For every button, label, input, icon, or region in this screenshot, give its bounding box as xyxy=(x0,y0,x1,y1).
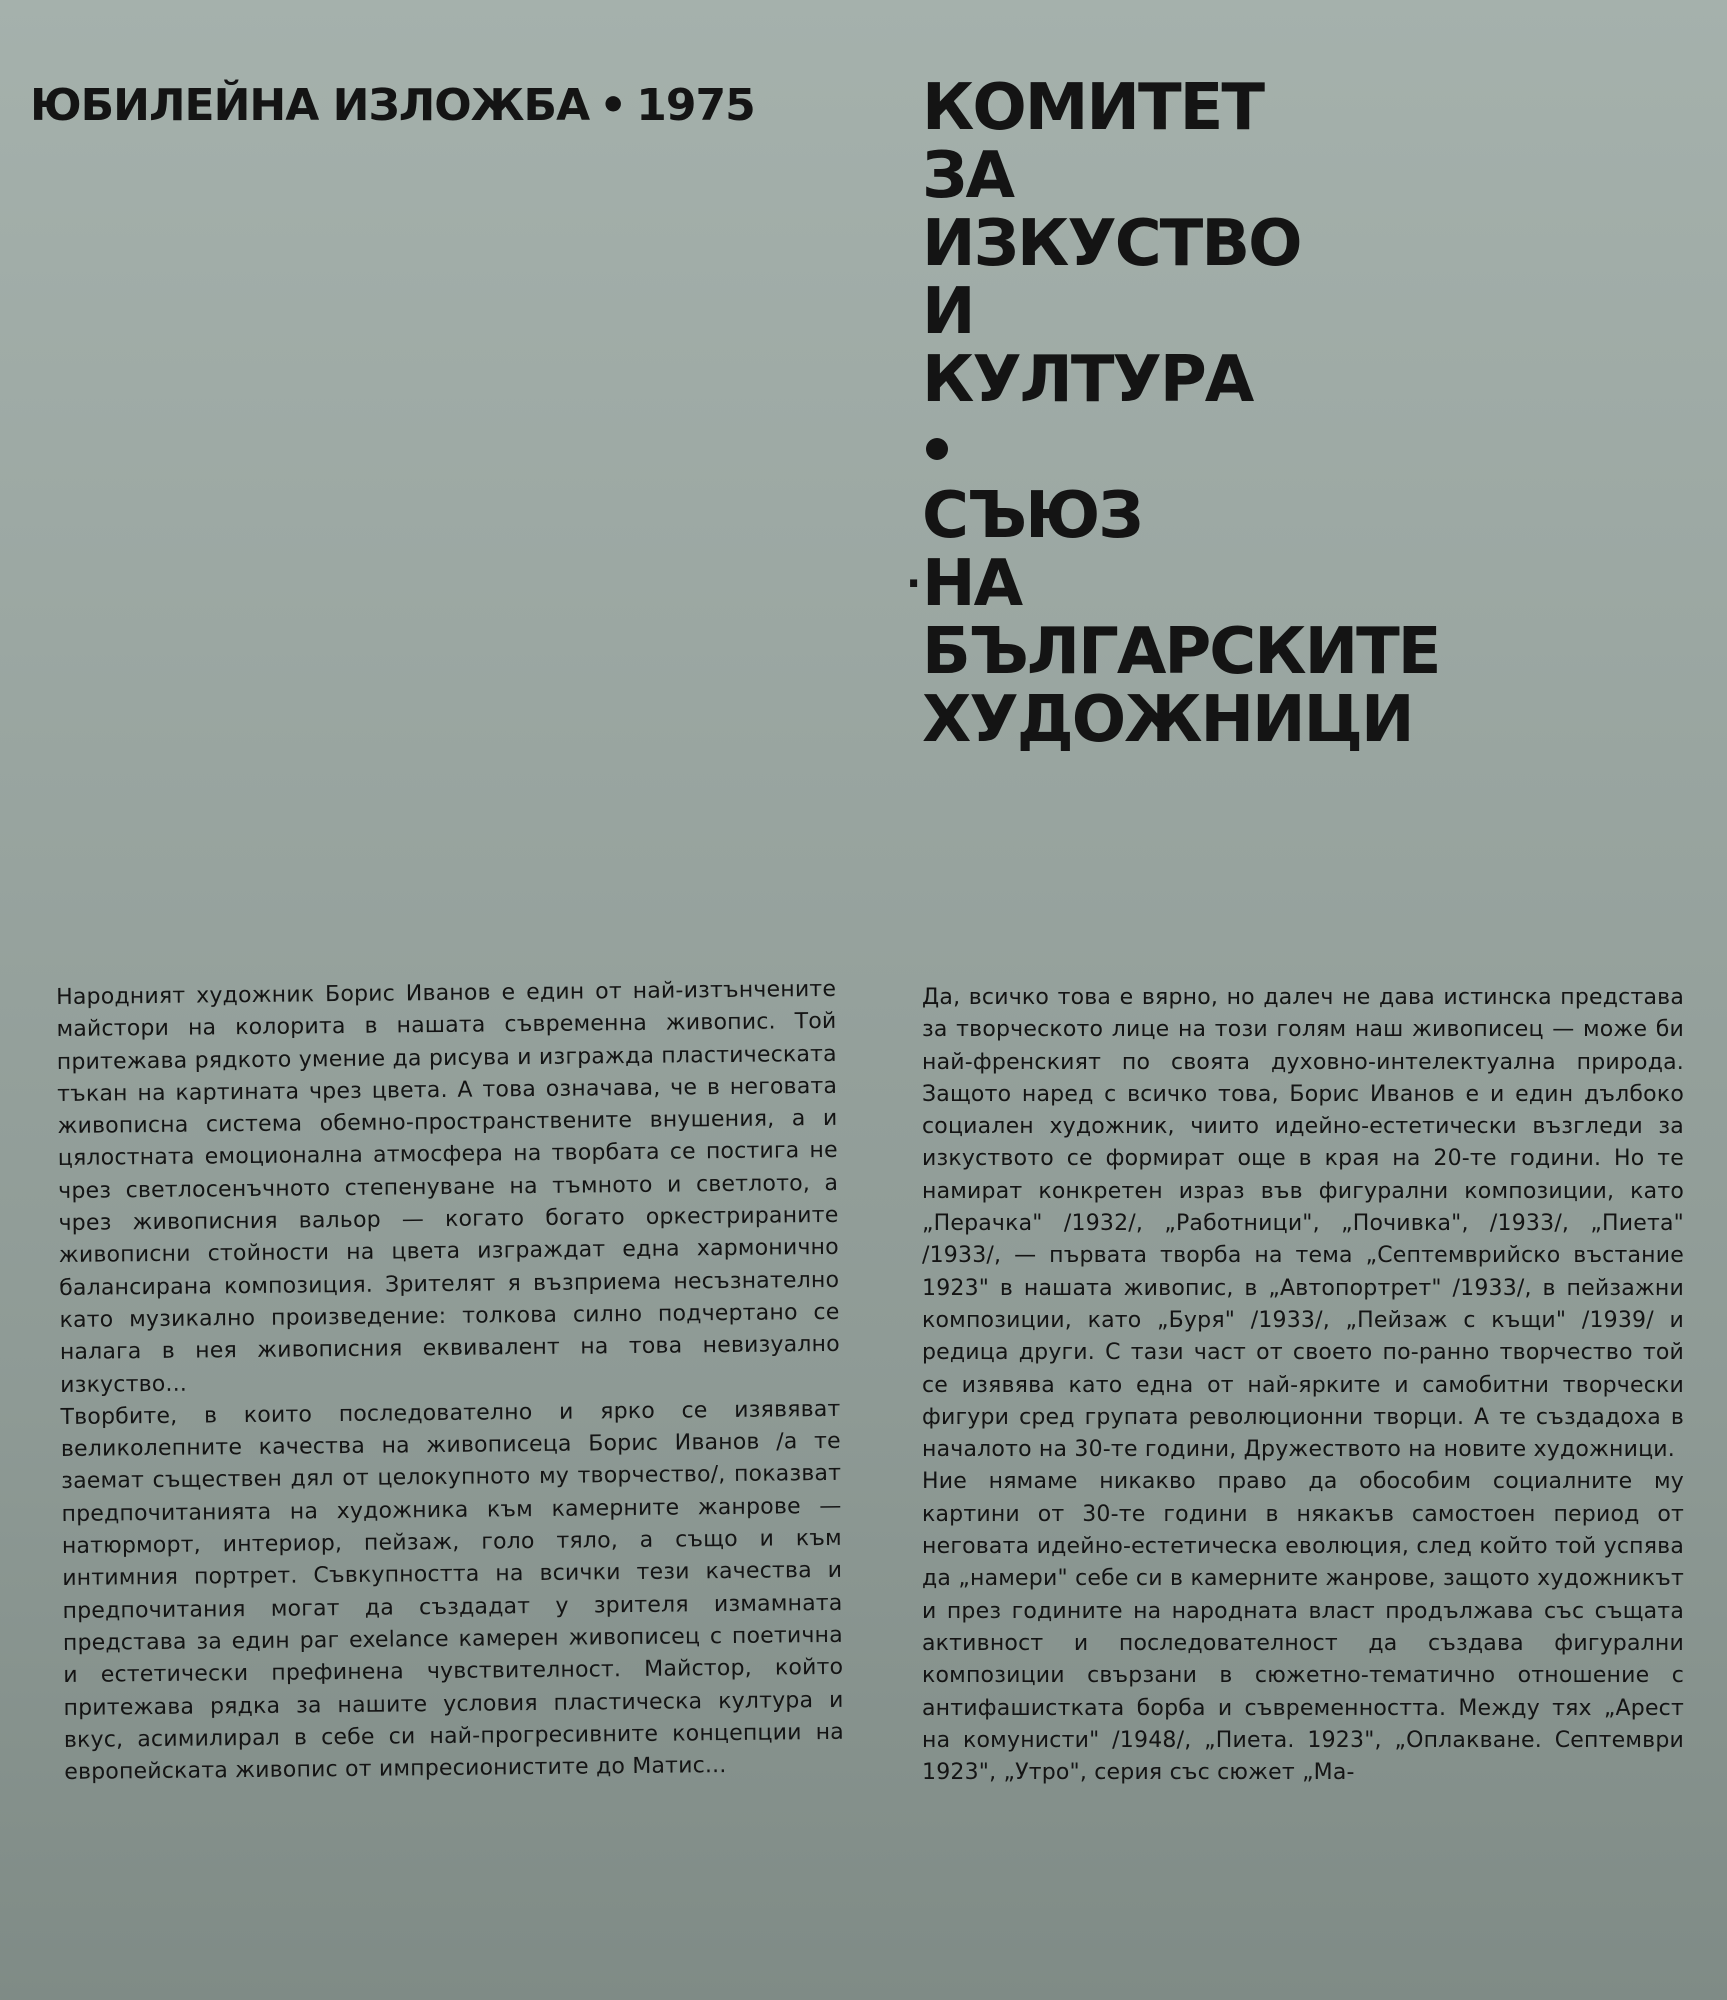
union-line-2-text: НА xyxy=(922,547,1022,621)
union-line-2 xyxy=(906,547,1440,621)
committee-line-5: КУЛТУРА xyxy=(922,343,1253,417)
committee-line-3: ИЗКУСТВО xyxy=(922,207,1301,281)
union-line-3: БЪЛГАРСКИТЕ xyxy=(922,615,1440,689)
exhibition-title-text: ЮБИЛЕЙНА ИЗЛОЖБА xyxy=(30,80,590,131)
left-paragraph-1: Народният художник Борис Иванов е един от най-изтънчените майстори на колорита в нашата съвременна живопис. Той притежава рядкото умение да рисува и изгражда пластическата тъкан на картината чрез цвета. А това означава, че в неговата живописна система обемно-пространствените внушения, а и цялостната емоционална атмосфера на творбата се постига не чрез светлосенъчното степенуване на тъмното и светлото, а чрез живописния вальор — когато богато оркестрираните живописни стойности на цвета изграждат една хармонично балансирана композиция. Зрителят я възприема несъзнателно като музикално произведение: толкова силно подчертано се налага в нея живописния еквивалент на това невизуално изкуство... xyxy=(56,976,840,1398)
left-paragraph-2: Творбите, в които последователно и ярко се изявяват великолепните качества на живописеца Борис Иванов /а те заемат съществен дял от целокупното му творчество/, показват предпочитанията на художника към камерните жанрове — натюрморт, интериор, пейзаж, голо тяло, а също и към интимния портрет. Съвкупността на всички тези качества и предпочитания могат да създадат у зрителя измамната представа за един раг exelance камерен живописец с поетична и естетически префинена чувствителност. Майстор, който притежава рядка за нашите условия пластическа култура и вкус, асимилирал в себе си най-прогресивните концепции на европейската живопис от импресионистите до Матис... xyxy=(60,1396,845,1786)
small-dot-icon: · xyxy=(906,561,920,607)
right-paragraph-2: Ние нямаме никакво право да обособим социалните му картини от 30-те години в някакъв самостоен период от неговата идейно-естетическа еволюция, след който той успява да „намери" себе си в камерните жанрове, защото художникът и през годините на народната власт продължава със същата активност и последователност да създава фигурални композиции свързани в сюжетно-тематично отношение с антифашисткaта борба и съвременността. Между тях „Арест на комунисти" /1948/, „Пиета. 1923", „Оплакване. Септември 1923", „Утро", серия със сюжет „Ма- xyxy=(922,1469,1684,1786)
bullet-separator-icon xyxy=(926,438,948,460)
exhibition-year: 1975 xyxy=(636,80,755,131)
title-separator: • xyxy=(599,80,627,131)
committee-line-1: КОМИТЕТ xyxy=(922,71,1263,145)
union-line-4: ХУДОЖНИЦИ xyxy=(922,683,1413,757)
article-right-column xyxy=(922,982,1684,1789)
union-line-1: СЪЮЗ xyxy=(922,479,1142,553)
right-paragraph-1: Да, всичко това е вярно, но далеч не дава истинска представа за творческото лице на този голям наш живописец — може би най-френският по своята духовно-интелектуална природа. Защото наред с всичко това, Борис Иванов е и един дълбоко социален художник, чиито идейно-естетически възгледи за изкуството се формират още в края на 20-те години. Но те намират конкретен израз във фигурални композиции, като „Перачка" /1932/, „Работници", „Почивка", /1933/, „Пиета" /1933/, — първата творба на тема „Септемврийско въстание 1923" в нашата живопис, в „Автопортрет" /1933/, в пейзажни композиции, като „Буря" /1933/, „Пейзаж с къщи" /1939/ и редица други. С тази част от своето по-ранно творчество той се изявява като една от най-ярките и самобитни творчески фигури сред групата революционни творци. А те създадоха в началото на 30-те години, Дружеството на новите художници. xyxy=(922,985,1684,1463)
exhibition-title xyxy=(30,80,755,131)
committee-line-4: И xyxy=(922,275,974,349)
organizers-block xyxy=(906,71,1440,757)
committee-line-2: ЗА xyxy=(922,139,1013,213)
article-left-column xyxy=(56,974,844,1790)
